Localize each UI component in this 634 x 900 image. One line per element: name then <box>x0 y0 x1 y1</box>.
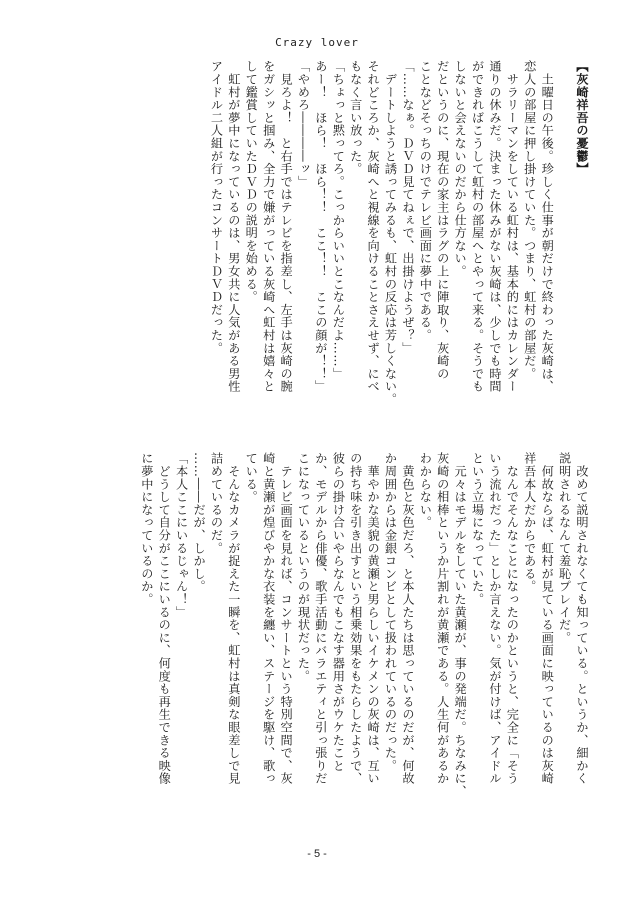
text-line: ができればこうして虹村の部屋へとやって来る。そうでも <box>470 60 485 393</box>
text-line: 華やかな美貌の黄瀬と男らしいイケメンの灰崎は、互い <box>366 452 381 785</box>
text-line: 何故ならば、虹村が見ている画面に映っているのは灰崎 <box>540 452 555 785</box>
text-line: に夢中になっているのか。 <box>139 452 154 606</box>
text-line: 祥吾本人だからである。 <box>522 452 537 593</box>
text-line: サラリーマンをしている虹村は、基本的にはカレンダー <box>505 60 520 393</box>
page-number: - 5 - <box>307 848 327 860</box>
text-line: ことなどそっちのけでテレビ画面に夢中である。 <box>418 60 433 342</box>
text-line: か、モデルから俳優、歌手活動にバラエティと引っ張りだ <box>313 452 328 785</box>
text-line: 詰めているのだ。 <box>209 452 224 555</box>
text-line: 「ちょっと黙ってろ。こっからいいとこなんだよ……」 <box>331 60 346 380</box>
running-header: Crazy lover <box>275 36 359 49</box>
text-line: 彼らの掛け合いやらなんでもこなす器用さがウケたこと <box>331 452 346 772</box>
text-line: なんでそんなことになったのかというと、完全に「そう <box>505 452 520 785</box>
lower-text-block <box>70 452 590 807</box>
text-line: 「やめろ――――ッ」 <box>296 60 311 188</box>
text-line: アイドル二人組が行ったコンサートＤＶＤだった。 <box>209 60 224 355</box>
text-line: もなく言い放った。 <box>348 60 363 176</box>
text-line: 説明されるなんて羞恥プレイだ。 <box>557 452 572 644</box>
text-line: テレビ画面を見れば、コンサートという特別空間で、灰 <box>279 452 294 785</box>
text-line: 改めて説明されなくても知っている。というか、細かく <box>575 452 589 785</box>
text-line: 土曜日の午後。珍しく仕事が朝だけで終わった灰崎は、 <box>540 60 555 393</box>
text-line: どうして自分がここにいるのに、何度も再生できる映像 <box>157 452 172 785</box>
chapter-title: 【灰崎祥吾の憂鬱】 <box>575 60 589 176</box>
text-line: 「本人ここにいるじゃん！」 <box>174 452 189 619</box>
upper-text-block <box>70 60 590 420</box>
text-line: 灰崎の相棒というか片割れが黄瀬である。人生何があるか <box>435 452 450 785</box>
text-line: 通りの休みだ。決まった休みがない灰崎は、少しでも時間 <box>487 60 502 393</box>
text-line: をガシッと掴み、全力で嫌がっている灰崎へ虹村は嬉々と <box>261 60 276 393</box>
text-line: して鑑賞していたＤＶＤの説明を始める。 <box>244 60 259 304</box>
text-line: の持ち味を引き出すという相乗効果をもたらしたようで、 <box>348 452 363 785</box>
text-line: 崎と黄瀬が煌びやかな衣装を纏い、ステージを駆け、歌っ <box>261 452 276 785</box>
text-line: だというのに、現在の家主はラグの上に陣取り、灰崎の <box>435 60 450 380</box>
text-line: 「……なぁ。ＤＶＤ見てねぇで、出掛けようぜ？」 <box>400 60 415 355</box>
text-line: 黄色と灰色だろ、と本人たちは思っているのだが、何故 <box>400 452 415 785</box>
text-line: 虹村が夢中になっているのは、男女共に人気がある男性 <box>226 60 241 393</box>
text-line: あー！ ほら！ ほら！！ ここ！！ ここの顔が！！」 <box>313 60 328 393</box>
text-line: そんなカメラが捉えた一瞬を、虹村は真剣な眼差しで見 <box>226 452 241 785</box>
text-line: か周囲からは金銀コンビとして扱われているのだった。 <box>383 452 398 772</box>
text-line: こになっているというのが現状だった。 <box>296 452 311 683</box>
text-line: わからない。 <box>418 452 433 529</box>
text-line: ている。 <box>244 452 259 504</box>
text-line <box>555 60 572 420</box>
text-line: という立場になっていた。 <box>470 452 485 606</box>
text-line: しないと会えないのだから仕方ない。 <box>453 60 468 278</box>
text-line: いう流れだった」としか言えない。気が付けば、アイドル <box>487 452 502 785</box>
text-line: 元々はモデルをしていた黄瀬が、事の発端だ。ちなみに、 <box>453 452 468 798</box>
text-line: 恋人の部屋に押し掛けていた。つまり、虹村の部屋だ。 <box>522 60 537 380</box>
text-line: それどころか、灰崎へと視線を向けることさえせず、にべ <box>366 60 381 393</box>
text-line: 見ろよ！ と右手ではテレビを指差し、左手は灰崎の腕 <box>279 60 294 393</box>
text-line: デートしようと誘ってみるも、虹村の反応は芳しくない。 <box>383 60 398 406</box>
text-line: ……――だが、しかし。 <box>192 452 207 593</box>
